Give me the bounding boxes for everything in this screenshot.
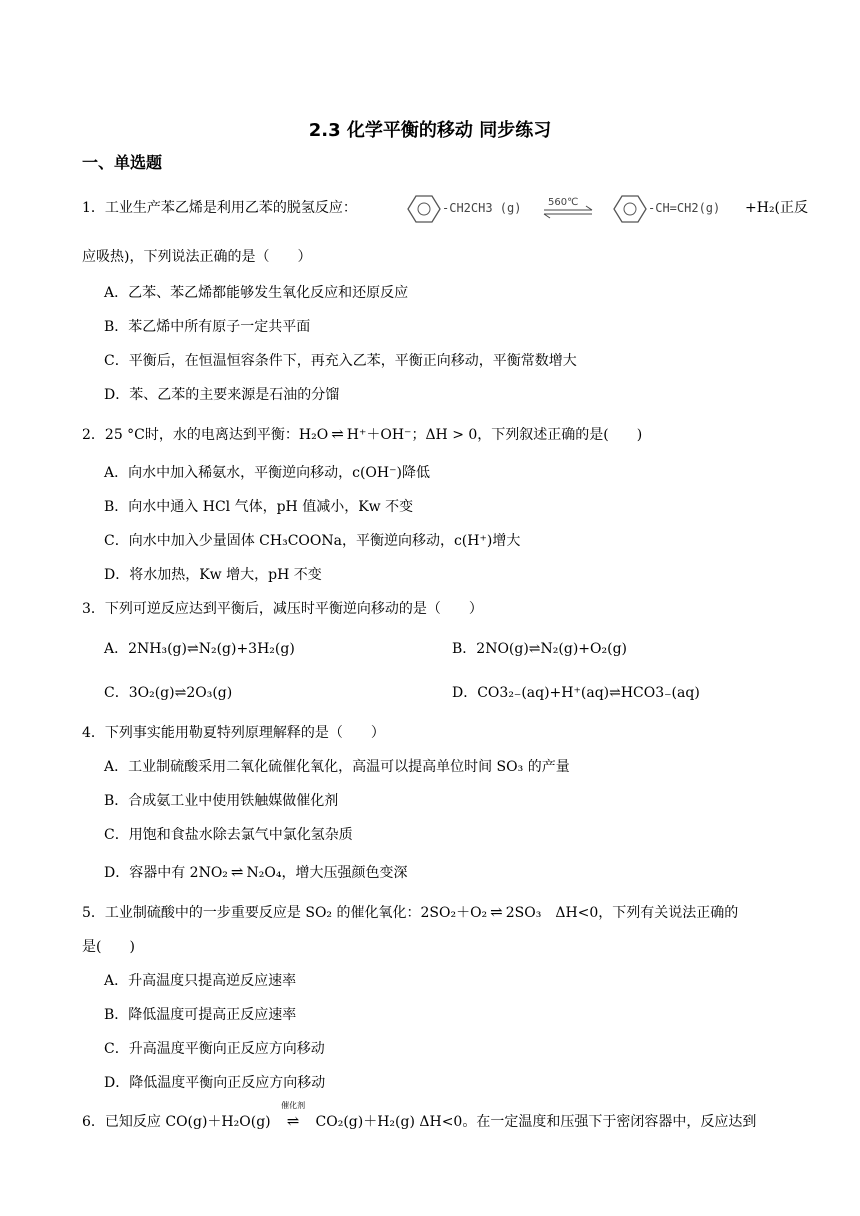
q1-suffix: +H₂(正反: [745, 200, 809, 216]
q6-catalyst-label: 催化剂: [281, 1101, 306, 1110]
q5-stem-a: 5．工业制硫酸中的一步重要反应是 SO₂ 的催化氧化：2SO₂＋O₂: [82, 905, 488, 921]
q4-stem: 4．下列事实能用勒夏特列原理解释的是（ ）: [82, 725, 385, 741]
q1-stem-line1: [82, 197, 357, 217]
benzene-ring-circle: [418, 203, 430, 215]
q3-option-a: A．2NH₃(g)⇌N₂(g)+3H₂(g): [104, 641, 295, 657]
q2-stem: [82, 424, 642, 444]
q5-stem-line2: 是( ): [82, 939, 135, 955]
benzene-ring-icon: [408, 196, 440, 222]
q1-prefix: 1．工业生产苯乙烯是利用乙苯的脱氢反应：: [82, 200, 357, 216]
equilibrium-arrow-icon: ⇌: [286, 1112, 300, 1130]
q5-option-d: D．降低温度平衡向正反应方向移动: [104, 1075, 326, 1091]
q1-stem-line2: 应吸热)，下列说法正确的是（ ）: [82, 249, 312, 265]
q1-option-a: A．乙苯、苯乙烯都能够发生氧化反应和还原反应: [104, 285, 409, 301]
q5-option-c: C．升高温度平衡向正反应方向移动: [104, 1041, 325, 1057]
q1-option-c: C．平衡后，在恒温恒容条件下，再充入乙苯，平衡正向移动，平衡常数增大: [104, 353, 577, 369]
q1-condition: 560℃: [548, 197, 579, 208]
q1-option-b: B．苯乙烯中所有原子一定共平面: [104, 319, 311, 335]
q6-stem-b: CO₂(g)＋H₂(g) ΔH<0。在一定温度和压强下于密闭容器中，反应达到: [315, 1114, 757, 1130]
q3-stem: 3．下列可逆反应达到平衡后，减压时平衡逆向移动的是（ ）: [82, 601, 483, 617]
q6-stem-a: 6．已知反应 CO(g)＋H₂O(g): [82, 1114, 271, 1130]
q1-option-d: D．苯、乙苯的主要来源是石油的分馏: [104, 387, 340, 403]
q6-stem: [82, 1101, 757, 1131]
q4-option-a: A．工业制硫酸采用二氧化硫催化氧化，高温可以提高单位时间 SO₃ 的产量: [104, 759, 570, 775]
q6-equilibrium: [275, 1101, 311, 1130]
q2-option-a: A．向水中加入稀氨水，平衡逆向移动，c(OH⁻)降低: [104, 465, 430, 481]
q4-option-d: [104, 862, 407, 882]
q3-option-c: C．3O₂(g)⇌2O₃(g): [104, 685, 233, 701]
q2-option-d: D．将水加热，Kw 增大，pH 不变: [104, 567, 322, 583]
q4-option-d-b: N₂O₄，增大压强颜色变深: [246, 865, 408, 881]
q2-option-c: C．向水中加入少量固体 CH₃COONa，平衡逆向移动，c(H⁺)增大: [104, 533, 521, 549]
q4-option-b: B．合成氨工业中使用铁触媒做催化剂: [104, 793, 339, 809]
section-heading: 一、单选题: [82, 153, 163, 172]
q2-stem-a: 2．25 °C时，水的电离达到平衡：H₂O: [82, 427, 329, 443]
q5-stem-b: 2SO₃ ΔH<0，下列有关说法正确的: [505, 905, 739, 921]
q3-option-d: D．CO3₂₋(aq)+H⁺(aq)⇌HCO3₋(aq): [452, 685, 700, 701]
equilibrium-arrow-icon: ⇌: [490, 903, 503, 921]
page-title: 2.3 化学平衡的移动 同步练习: [308, 120, 552, 141]
equilibrium-arrow-icon: ⇌: [230, 863, 244, 881]
q5-option-a: A．升高温度只提高逆反应速率: [104, 973, 297, 989]
benzene-ring-2-icon: [614, 196, 646, 222]
equilibrium-arrow-icon: ⇌: [331, 425, 344, 443]
q1-product-label: -CH=CH2(g): [648, 201, 721, 215]
q4-option-c: C．用饱和食盐水除去氯气中氯化氢杂质: [104, 827, 353, 843]
q1-reactant-label: -CH2CH3 (g): [442, 201, 522, 215]
q5-stem: [82, 902, 738, 922]
q2-option-b: B．向水中通入 HCl 气体，pH 值减小，Kw 不变: [104, 499, 414, 515]
q2-stem-b: H⁺＋OH⁻；ΔH > 0，下列叙述正确的是( ): [346, 427, 643, 443]
q5-option-b: B．降低温度可提高正反应速率: [104, 1007, 297, 1023]
q3-option-b: B．2NO(g)⇌N₂(g)+O₂(g): [452, 641, 627, 657]
q4-option-d-a: D．容器中有 2NO₂: [104, 865, 228, 881]
